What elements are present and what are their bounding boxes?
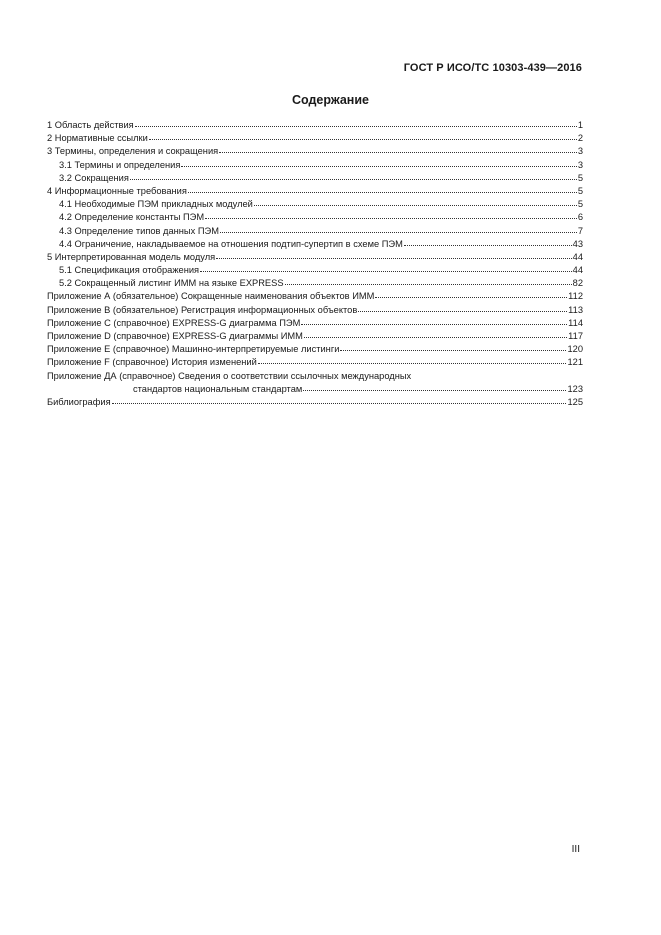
toc-leader-dots bbox=[404, 237, 572, 246]
page-number: III bbox=[571, 844, 580, 855]
toc-entry-label: Приложение D (справочное) EXPRESS-G диаграммы ИММ bbox=[47, 331, 303, 341]
toc-entry-page: 5 bbox=[577, 172, 583, 183]
toc-entry-page: 44 bbox=[572, 265, 583, 276]
toc-entry-page: 6 bbox=[577, 212, 583, 223]
toc-entry-label: стандартов национальным стандартам bbox=[133, 383, 303, 394]
toc-entry-label: Приложение F (справочное) История изменений bbox=[47, 357, 257, 368]
toc-entry-label: Приложение С (справочное) EXPRESS-G диаграмма ПЭМ bbox=[47, 317, 301, 328]
toc-title: Содержание bbox=[291, 93, 369, 107]
toc-leader-dots bbox=[285, 276, 572, 285]
toc-leader-dots bbox=[358, 303, 567, 312]
toc-leader-dots bbox=[220, 224, 577, 233]
toc-entry-page: 82 bbox=[572, 278, 583, 289]
toc-leader-dots bbox=[216, 250, 571, 259]
toc-entry-label: 3 Термины, определения и сокращения bbox=[47, 146, 219, 157]
toc-leader-dots bbox=[258, 355, 567, 364]
toc-leader-dots bbox=[301, 316, 567, 325]
toc-entry-label: Приложение ДА (справочное) Сведения о соответствии ссылочных международных bbox=[47, 370, 412, 381]
toc-leader-dots bbox=[200, 263, 572, 272]
document-header: ГОСТ Р ИСО/ТС 10303-439—2016 bbox=[403, 62, 582, 74]
toc-leader-dots bbox=[112, 395, 567, 404]
toc-entry-label: 5.1 Спецификация отображения bbox=[59, 265, 200, 276]
toc-entry-page: 114 bbox=[568, 317, 583, 328]
toc-leader-dots bbox=[254, 197, 577, 206]
toc-entry-label: 2 Нормативные ссылки bbox=[47, 133, 148, 144]
toc-entry-label: Приложение А (обязательное) Сокращенные наименования объектов ИММ bbox=[47, 291, 375, 302]
toc-leader-dots bbox=[340, 342, 566, 351]
toc-entry-page: 3 bbox=[577, 159, 583, 170]
toc-entry-label: 5.2 Сокращенный листинг ИММ на языке EXPRESS bbox=[59, 278, 284, 289]
toc-leader-dots bbox=[181, 158, 576, 167]
toc-entry-page: 112 bbox=[568, 291, 583, 302]
toc-entry-page: 5 bbox=[577, 199, 583, 210]
toc-entry-page: 125 bbox=[567, 396, 583, 407]
toc-entry-page: 7 bbox=[577, 225, 583, 236]
toc-entry-page: 3 bbox=[577, 146, 583, 157]
toc-entry-page: 5 bbox=[577, 185, 583, 196]
toc-entry-label: 4.2 Определение константы ПЭМ bbox=[59, 212, 205, 223]
toc-entry-page: 44 bbox=[572, 251, 583, 262]
toc-entry-label: 4 Информационные требования bbox=[47, 185, 187, 196]
toc-leader-dots bbox=[149, 131, 577, 140]
toc-leader-dots bbox=[135, 118, 577, 127]
toc-entry-label: 3.2 Сокращения bbox=[59, 172, 129, 183]
toc-entry-label: Библиография bbox=[47, 396, 111, 407]
toc-leader-dots bbox=[188, 184, 577, 193]
toc-entry-label: 5 Интерпретированная модель модуля bbox=[47, 251, 216, 262]
toc-entry-page: 123 bbox=[567, 383, 583, 394]
toc-leader-dots bbox=[304, 329, 567, 338]
toc-leader-dots bbox=[303, 382, 566, 391]
toc-entry-label: 4.4 Ограничение, накладываемое на отношения подтип-супертип в схеме ПЭМ bbox=[59, 238, 403, 249]
toc-leader-dots bbox=[375, 289, 567, 298]
toc-entry-label: 4.3 Определение типов данных ПЭМ bbox=[59, 225, 219, 236]
toc-entry-page: 117 bbox=[568, 331, 583, 341]
toc-entry-label: Приложение Е (справочное) Машинно-интерпретируемые листинги bbox=[47, 344, 340, 355]
toc-leader-dots bbox=[130, 171, 577, 180]
toc-entry[interactable] bbox=[47, 396, 583, 409]
toc-leader-dots bbox=[219, 144, 577, 153]
toc-entry-label: 4.1 Необходимые ПЭМ прикладных модулей bbox=[59, 199, 253, 210]
toc-entry-label: 3.1 Термины и определения bbox=[59, 159, 181, 170]
table-of-contents bbox=[47, 119, 583, 409]
toc-entry-page: 113 bbox=[568, 304, 583, 315]
toc-entry-label: Приложение В (обязательное) Регистрация информационных объектов bbox=[47, 304, 358, 315]
toc-entry-page: 120 bbox=[567, 344, 583, 355]
toc-entry-page: 2 bbox=[577, 133, 583, 144]
toc-entry-label: 1 Область действия bbox=[47, 120, 134, 130]
toc-entry-page: 43 bbox=[572, 238, 583, 249]
toc-entry[interactable] bbox=[47, 356, 583, 369]
toc-entry-page: 1 bbox=[577, 120, 583, 130]
toc-entry-page: 121 bbox=[567, 357, 583, 368]
toc-leader-dots bbox=[205, 210, 577, 219]
